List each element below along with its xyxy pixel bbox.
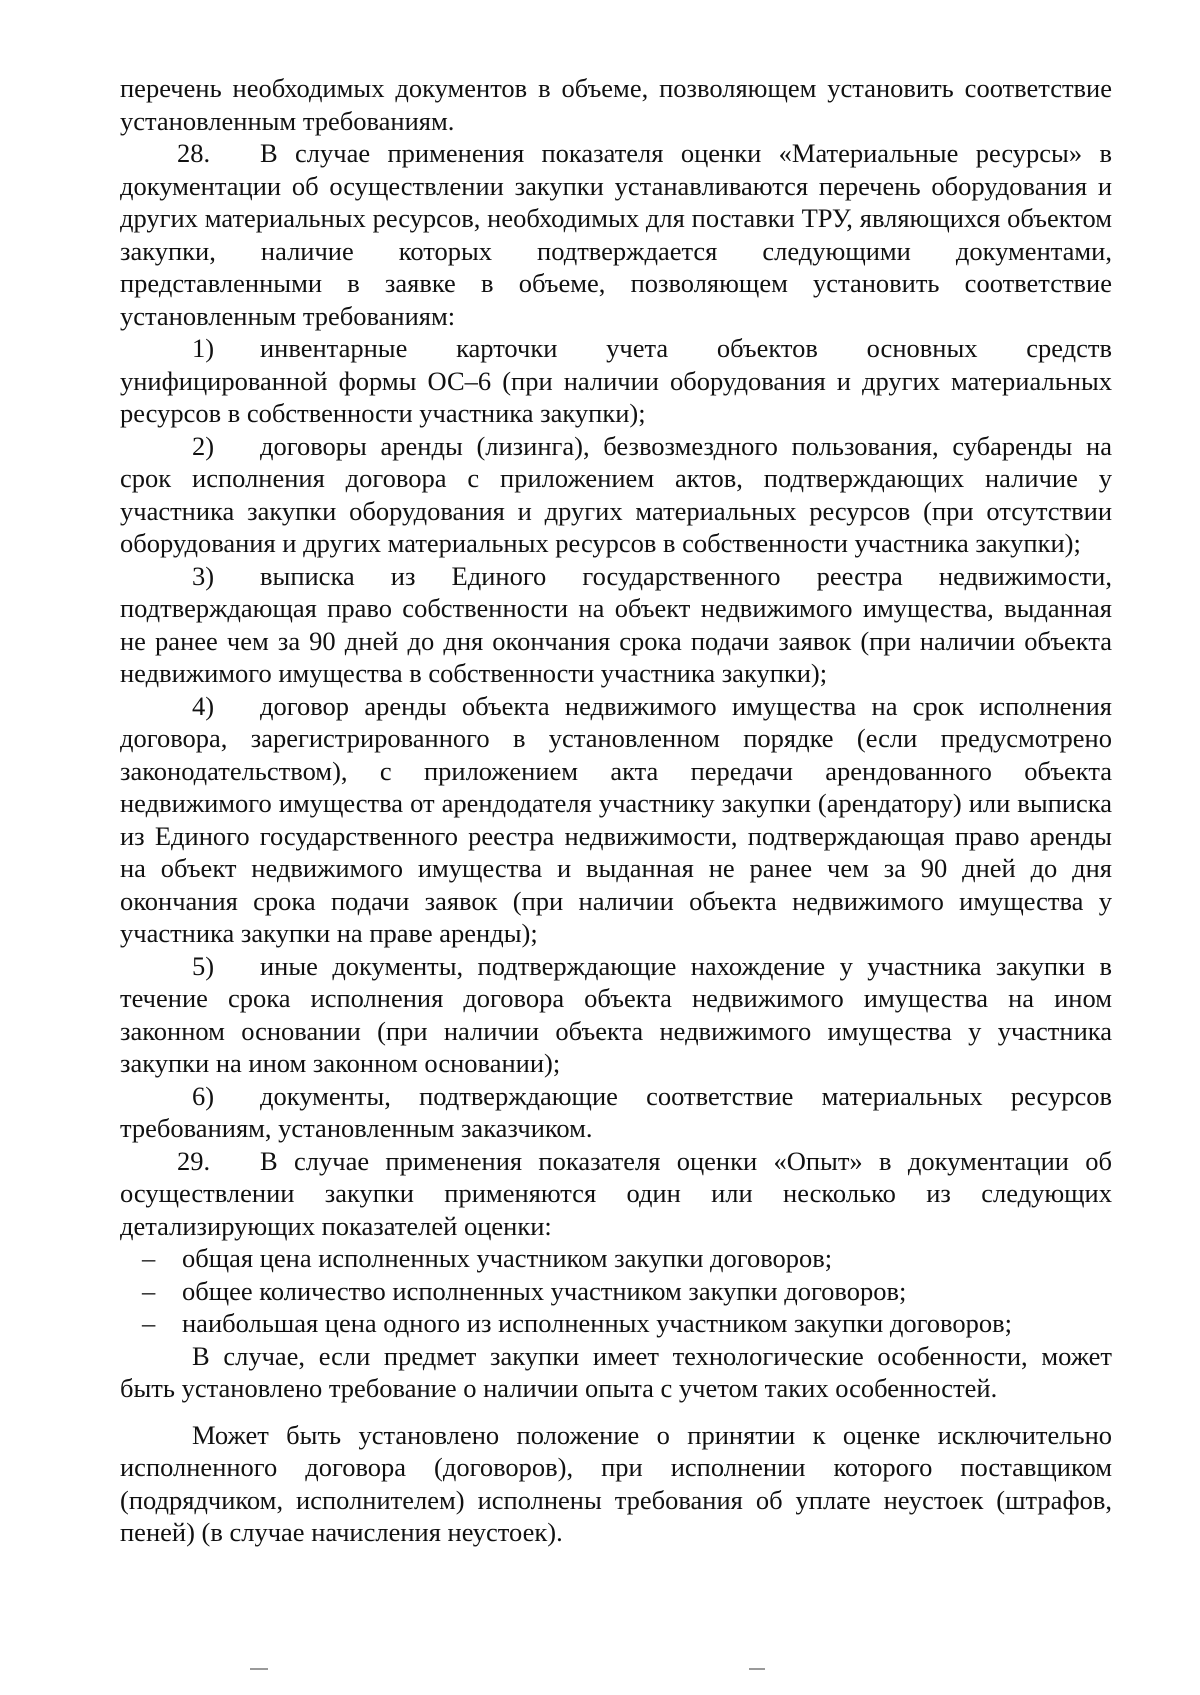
- sub-item-text: инвентарные карточки учета объектов основных средств унифицированной формы ОС–6 (при наличии оборудования и других материальных ресурсов в собственности участника закупки);: [120, 333, 1112, 428]
- paragraph-number: 29.: [177, 1145, 211, 1176]
- sub-item-number: 6): [192, 1080, 215, 1111]
- sub-item-text: договоры аренды (лизинга), безвозмездного пользования, субаренды на срок исполнения договора с приложением актов, подтверждающих наличие у участника закупки оборудования и других материальных ресурсов (при отсутствии оборудования и других материальных ресурсов в собственности участника закупки);: [120, 430, 1112, 558]
- paragraph-text: В случае применения показателя оценки «Материальные ресурсы» в документации об осуществлении закупки устанавливаются перечень оборудования и других материальных ресурсов, необходимых для поставки ТРУ, являющихся объектом закупки, наличие которых подтверждается следующими документами, представленными в заявке в объеме, позволяющем установить соответствие установленным требованиям:: [120, 138, 1112, 331]
- document-body: [120, 72, 1112, 1549]
- sub-item-text: выписка из Единого государственного реестра недвижимости, подтверждающая право собственности на объект недвижимого имущества, выданная не ранее чем за 90 дней до дня окончания срока подачи заявок (при наличии объекта недвижимого имущества в собственности участника закупки);: [120, 560, 1112, 688]
- dash-item-text: общая цена исполненных участником закупки договоров;: [182, 1243, 833, 1273]
- dash-list-item: [120, 1275, 1112, 1308]
- dash-marker: –: [142, 1243, 156, 1273]
- paragraph: [120, 1340, 1112, 1405]
- sub-item-4: [120, 690, 1112, 950]
- paragraph-number: 28.: [177, 138, 211, 168]
- sub-item-1: [120, 332, 1112, 430]
- dash-marker: –: [142, 1308, 156, 1338]
- sub-item-5: [120, 950, 1112, 1080]
- paragraph-text: Может быть установлено положение о принятии к оценке исключительно исполненного договора (договоров), при исполнении которого поставщиком (подрядчиком, исполнителем) исполнены требования об уплате неустоек (штрафов, пеней) (в случае начисления неустоек).: [120, 1419, 1112, 1547]
- sub-item-text: иные документы, подтверждающие нахождение у участника закупки в течение срока исполнения договора объекта недвижимого имущества на ином законном основании (при наличии объекта недвижимого имущества у участника закупки на ином законном основании);: [120, 950, 1112, 1078]
- paragraph: [120, 1419, 1112, 1549]
- paragraph-gap: [120, 1405, 1112, 1419]
- dash-list-item: [120, 1307, 1112, 1340]
- dash-item-text: наибольшая цена одного из исполненных участником закупки договоров;: [182, 1308, 1013, 1338]
- sub-item-number: 4): [192, 690, 215, 721]
- sub-item-text: документы, подтверждающие соответствие материальных ресурсов требованиям, установленным заказчиком.: [120, 1080, 1112, 1143]
- paragraph-continuation: [120, 72, 1112, 137]
- numbered-paragraph-29: [120, 1145, 1112, 1243]
- dash-item-text: общее количество исполненных участником закупки договоров;: [182, 1275, 907, 1306]
- sub-item-2: [120, 430, 1112, 560]
- sub-item-3: [120, 560, 1112, 690]
- numbered-paragraph-28: [120, 137, 1112, 332]
- paragraph-text: В случае, если предмет закупки имеет технологические особенности, может быть установлено требование о наличии опыта с учетом таких особенностей.: [120, 1340, 1112, 1403]
- sub-item-number: 3): [192, 560, 215, 591]
- sub-item-6: [120, 1080, 1112, 1145]
- dash-list-item: [120, 1242, 1112, 1275]
- dash-marker: –: [142, 1275, 156, 1306]
- paragraph-text: перечень необходимых документов в объеме, позволяющем установить соответствие установленным требованиям.: [120, 73, 1112, 136]
- sub-item-number: 5): [192, 950, 215, 981]
- sub-item-text: договор аренды объекта недвижимого имущества на срок исполнения договора, зарегистрированного в установленном порядке (если предусмотрено законодательством), с приложением акта передачи арендованного объекта недвижимого имущества от арендодателя участнику закупки (арендатору) или выписка из Единого государственного реестра недвижимости, подтверждающая право аренды на объект недвижимого имущества и выданная не ранее чем за 90 дней до дня окончания срока подачи заявок (при наличии объекта недвижимого имущества у участника закупки на праве аренды);: [120, 690, 1112, 948]
- paragraph-text: В случае применения показателя оценки «Опыт» в документации об осуществлении закупки применяются один или несколько из следующих детализирующих показателей оценки:: [120, 1145, 1112, 1241]
- scan-artifact-mark: [250, 1668, 268, 1670]
- sub-item-number: 2): [192, 430, 215, 461]
- scan-artifact-mark: [749, 1668, 765, 1670]
- sub-item-number: 1): [192, 333, 215, 363]
